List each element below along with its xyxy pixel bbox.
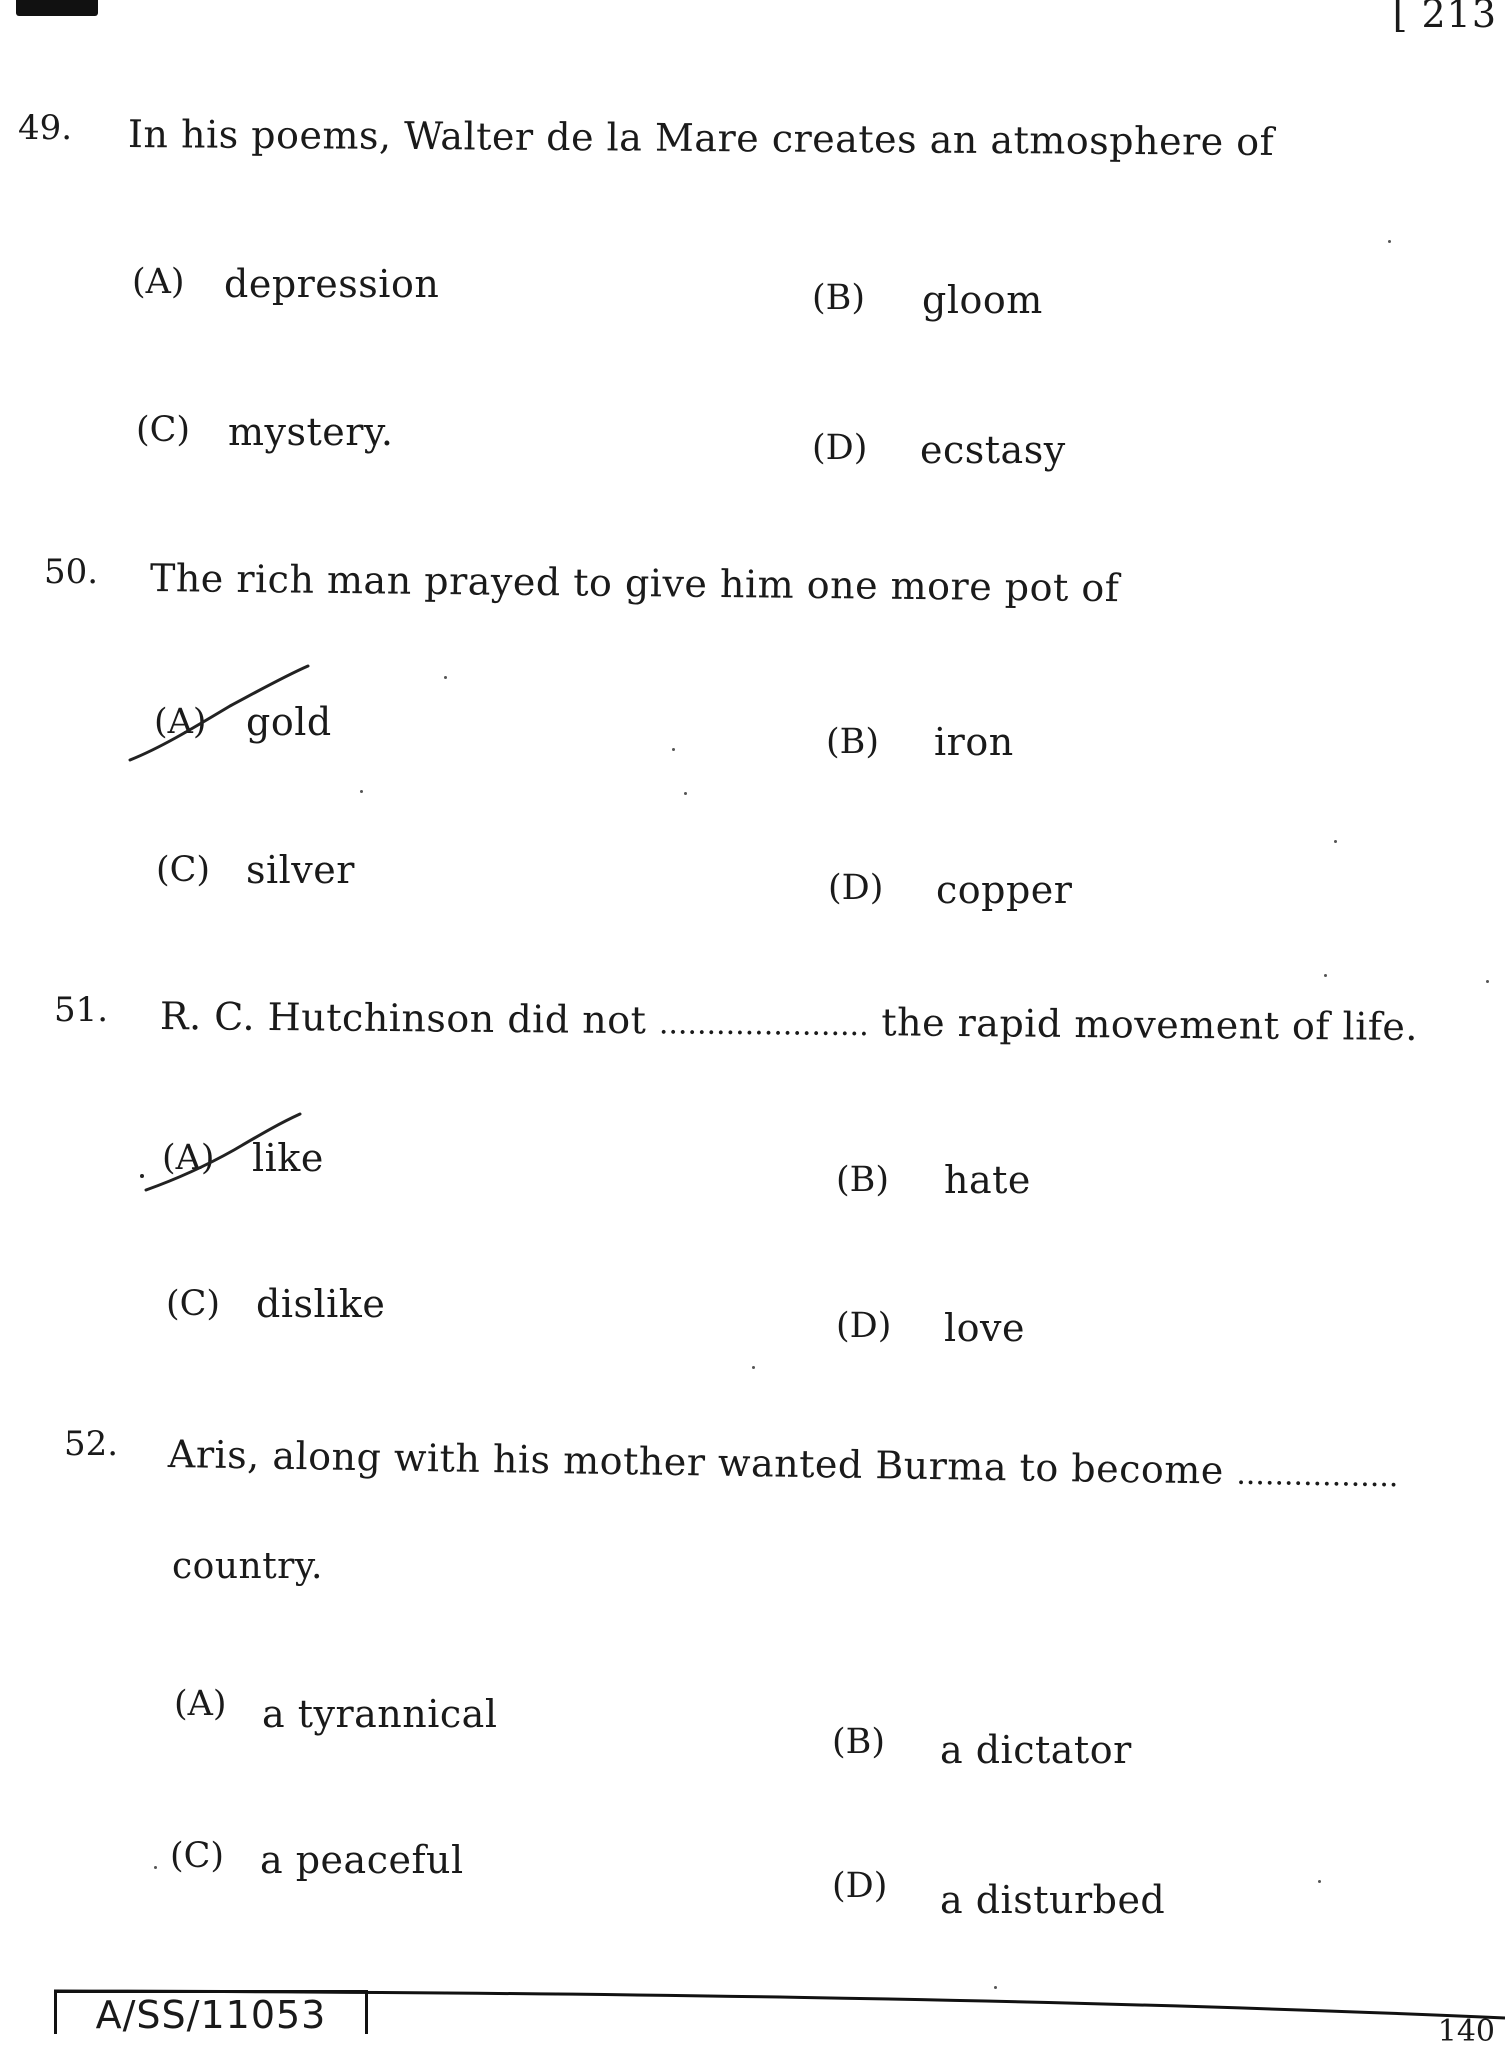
option-a-text: like: [252, 1136, 324, 1180]
question-number: 52.: [64, 1424, 119, 1464]
question-text: [160, 994, 1418, 1049]
question-text-before: R. C. Hutchinson did not: [159, 994, 647, 1043]
option-a-letter: (A): [162, 1138, 215, 1178]
corner-registration-mark: [16, 0, 98, 16]
question-text: [168, 1432, 1399, 1495]
option-a-letter: (A): [132, 262, 185, 302]
option-d-text: ecstasy: [920, 428, 1066, 472]
option-c-text: mystery.: [228, 410, 394, 454]
option-a-text: a tyrannical: [262, 1692, 498, 1736]
option-d-letter: (D): [812, 428, 868, 468]
option-b-text: gloom: [922, 278, 1043, 322]
option-b-letter: (B): [836, 1160, 890, 1200]
option-d-letter: (D): [828, 868, 884, 908]
scan-speck: [360, 790, 363, 793]
page-number: [ 213: [1392, 0, 1497, 36]
option-b-text: hate: [944, 1158, 1031, 1202]
option-b-letter: (B): [812, 278, 866, 318]
scan-speck: [1486, 980, 1489, 983]
scan-speck: [154, 1866, 157, 1869]
question-text: The rich man prayed to give him one more pot of: [149, 556, 1120, 611]
scan-speck: [444, 676, 447, 679]
footer-page-number: 140: [1437, 2014, 1495, 2049]
option-b-letter: (B): [826, 722, 880, 762]
option-a-letter: (A): [174, 1684, 227, 1724]
option-a-letter: (A): [154, 702, 207, 742]
exam-code: A/SS/11053: [54, 1990, 368, 2034]
option-b-text: iron: [934, 720, 1014, 764]
option-d-letter: (D): [836, 1306, 892, 1346]
scan-speck: [752, 1366, 755, 1369]
option-c-text: dislike: [256, 1282, 386, 1326]
answer-blank: .................: [1236, 1456, 1399, 1495]
scan-speck: [672, 748, 675, 751]
option-a-text: depression: [224, 262, 440, 306]
scan-speck: [1334, 840, 1337, 843]
scan-speck: [684, 792, 687, 795]
option-c-text: a peaceful: [260, 1838, 464, 1882]
scan-speck: [1388, 240, 1391, 243]
option-d-text: copper: [936, 868, 1073, 912]
scan-speck: [1318, 1880, 1321, 1883]
option-d-text: love: [944, 1306, 1025, 1350]
option-c-letter: (C): [136, 410, 191, 450]
question-number: 49.: [18, 108, 73, 148]
answer-blank: ......................: [658, 1006, 869, 1044]
option-b-text: a dictator: [940, 1728, 1132, 1772]
scan-speck: [1324, 974, 1327, 977]
question-text-before: Aris, along with his mother wanted Burma to become: [167, 1432, 1225, 1493]
option-d-letter: (D): [832, 1866, 888, 1906]
question-text-after: the rapid movement of life.: [881, 1000, 1419, 1049]
question-text-continued: country.: [172, 1546, 323, 1587]
option-c-text: silver: [246, 848, 355, 892]
question-number: 50.: [44, 552, 99, 592]
option-c-letter: (C): [170, 1836, 225, 1876]
question-text: In his poems, Walter de la Mare creates an atmosphere of: [127, 112, 1275, 165]
question-number: 51.: [54, 990, 109, 1030]
option-a-text: gold: [246, 700, 332, 744]
option-c-letter: (C): [166, 1284, 221, 1324]
option-d-text: a disturbed: [940, 1878, 1166, 1922]
option-c-letter: (C): [156, 850, 211, 890]
option-b-letter: (B): [832, 1722, 886, 1762]
